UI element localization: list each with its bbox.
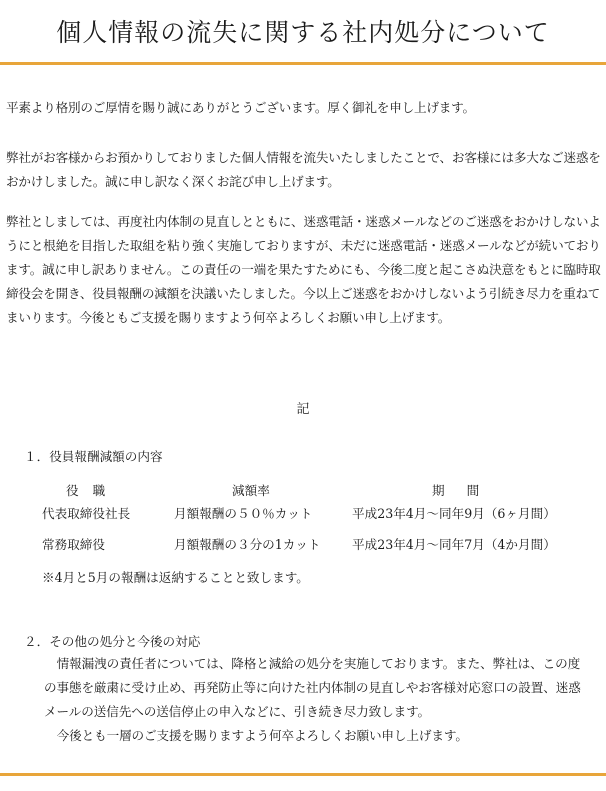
section1-heading: １．役員報酬減額の内容 (24, 449, 163, 464)
title-divider (0, 62, 606, 65)
footer-divider (0, 773, 606, 776)
section2-body (44, 652, 590, 748)
row2-role: 常務取締役 (42, 537, 105, 552)
measures-paragraph: 弊社としましては、再度社内体制の見直しとともに、迷惑電話・迷惑メールなどのご迷惑をおかけしないようにと根絶を目指した取組を粘り強く実施しておりますが、未だに迷惑電話・迷惑メールなどが続いております。誠に申し訳ありません。この責任の一端を果たすためにも、今後二度と起こさぬ決意をもとに臨時取締役会を開き、役員報酬の減額を決議いたしました。今以上ご迷惑をおかけしないよう引続き尽力を重ねてまいります。今後ともご支援を賜りますよう何卒よろしくお願い申し上げます。 (6, 214, 601, 325)
column-header-period: 期間 (432, 483, 502, 498)
apology-paragraph: 弊社がお客様からお預かりしておりました個人情報を流失いたしましたことで、お客様には多大なご迷惑をおかけしました。誠に申し訳なく深くお詫び申し上げます。 (6, 150, 601, 189)
greeting-paragraph: 平素より格別のご厚情を賜り誠にありがとうございます。厚く御礼を申し上げます。 (6, 100, 475, 115)
row2-rate: 月額報酬の３分の1カット (174, 537, 321, 552)
ki-heading: 記 (296, 402, 310, 417)
closing-text: 今後とも一層のご支援を賜りますよう何卒よろしくお願い申し上げます。 (56, 728, 468, 743)
column-header-rate: 減額率 (232, 483, 270, 498)
row1-role: 代表取締役社長 (42, 506, 131, 521)
refund-note: ※4月と5月の報酬は返納することと致します。 (42, 570, 309, 585)
row1-period: 平成23年4月〜同年9月（6ヶ月間） (352, 506, 556, 521)
row1-rate: 月額報酬の５０％カット (174, 506, 313, 521)
column-header-role: 役職 (66, 483, 120, 498)
section2-heading: ２．その他の処分と今後の対応 (24, 634, 201, 649)
page-title: 個人情報の流失に関する社内処分について (56, 18, 550, 47)
row2-period: 平成23年4月〜同年7月（4か月間） (352, 537, 556, 552)
section2-text: 情報漏洩の責任者については、降格と減給の処分を実施しております。また、弊社は、この度の事態を厳粛に受け止め、再発防止等に向けた社内体制の見直しやお客様対応窓口の設置、迷惑メールの送信先への送信停止の申入などに、引き続き尽力致します。 (44, 656, 581, 719)
